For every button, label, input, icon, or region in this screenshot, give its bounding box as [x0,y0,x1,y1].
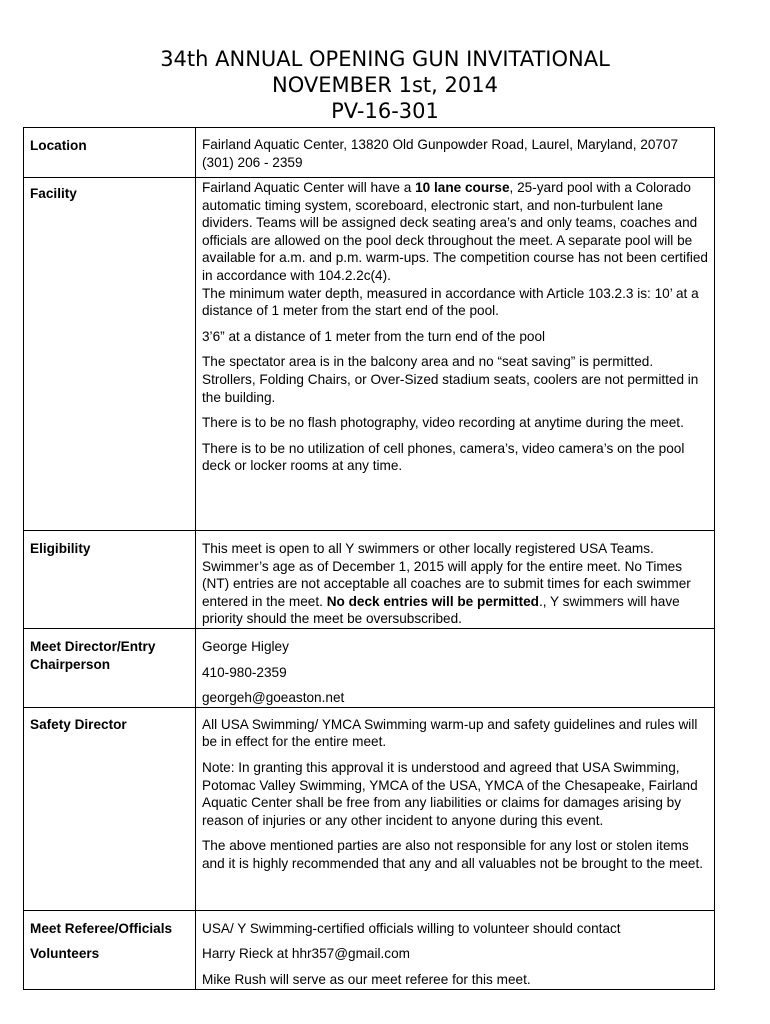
label-location: Location [24,128,196,178]
label-safety: Safety Director [24,707,196,910]
label-meet-director: Meet Director/Entry Chairperson [24,628,196,707]
content-facility [196,178,715,531]
location-text: Fairland Aquatic Center, 13820 Old Gunpowder Road, Laurel, Maryland, 20707 (301) 206 - 2359 [202,137,679,170]
director-name: George Higley [202,638,289,654]
eligibility-no-deck-bold: No deck entries will be permitted [326,593,539,609]
facility-paragraph-2: 3’6” at a distance of 1 meter from the turn end of the pool [202,328,546,344]
director-phone: 410-980-2359 [202,664,287,680]
row-eligibility [24,531,715,629]
content-meet-director [196,628,715,707]
eligibility-text: This meet is open to all Y swimmers or other locally registered USA Teams. Swimmer’s age as of December 1, 2015 will apply for the entire meet. No Times (NT) entries are not acceptable all coaches are to submit times for each swimmer entered in the meet. No deck entries will be permitted., Y swimmers will have priority should the meet be oversubscribed. [202,541,691,627]
director-email: georgeh@goeaston.net [202,690,345,706]
label-facility: Facility [24,178,196,531]
label-eligibility: Eligibility [24,531,196,629]
facility-paragraph-3: The spectator area is in the balcony area and no “seat saving” is permitted. Strollers, Folding Chairs, or Over-Sized stadium seats, coolers are not permitted in the building. [202,354,699,405]
officials-paragraph-2: Harry Rieck at hhr357@gmail.com [202,946,410,962]
content-eligibility [196,531,715,629]
safety-paragraph-2: Note: In granting this approval it is understood and agreed that USA Swimming, Potomac Valley Swimming, YMCA of the USA, YMCA of the Chesapeake, Fairland Aquatic Center shall be free from any liabilities or claims for damages arising by reason of injuries or any other incident to anyone during this event. [202,759,698,828]
content-officials [196,910,715,989]
safety-paragraph-3: The above mentioned parties are also not responsible for any lost or stolen items and it is highly recommended that any and all valuables not be brought to the meet. [202,838,704,871]
label-volunteers: Volunteers [30,946,100,962]
row-meet-director [24,628,715,707]
document-title [0,46,770,124]
row-officials [24,910,715,989]
row-facility [24,178,715,531]
meet-info-table [23,127,715,990]
row-location [24,128,715,178]
title-line-event: 34th ANNUAL OPENING GUN INVITATIONAL [160,47,610,71]
facility-paragraph-1: Fairland Aquatic Center will have a 10 lane course, 25-yard pool with a Colorado automatic timing system, scoreboard, electronic start, and non-turbulent lane dividers. Teams will be assigned deck seating area’s and only teams, coaches and officials are allowed on the pool deck throughout the meet. A separate pool will be available for a.m. and p.m. warm-ups. The competition course has not been certified in accordance with 104.2.2c(4). The minimum water depth, measured in accordance with Article 103.2.3 is: 10’ at a distance of 1 meter from the start end of the pool. [202,180,708,319]
content-safety [196,707,715,910]
officials-paragraph-3: Mike Rush will serve as our meet referee for this meet. [202,971,531,987]
facility-course-bold: 10 lane course [415,180,510,195]
title-line-sanction: PV-16-301 [331,99,439,123]
row-safety [24,707,715,910]
safety-paragraph-1: All USA Swimming/ YMCA Swimming warm-up and safety guidelines and rules will be in effect for the entire meet. [202,716,698,750]
title-line-date: NOVEMBER 1st, 2014 [272,73,498,97]
label-officials [24,910,196,989]
facility-paragraph-4: There is to be no flash photography, video recording at anytime during the meet. [202,415,684,431]
officials-paragraph-1: USA/ Y Swimming-certified officials willing to volunteer should contact [202,920,621,936]
label-meet-referee-officials: Meet Referee/Officials [30,920,173,936]
facility-paragraph-5: There is to be no utilization of cell phones, camera’s, video camera’s on the pool deck or locker rooms at any time. [202,440,685,474]
content-location [196,128,715,178]
